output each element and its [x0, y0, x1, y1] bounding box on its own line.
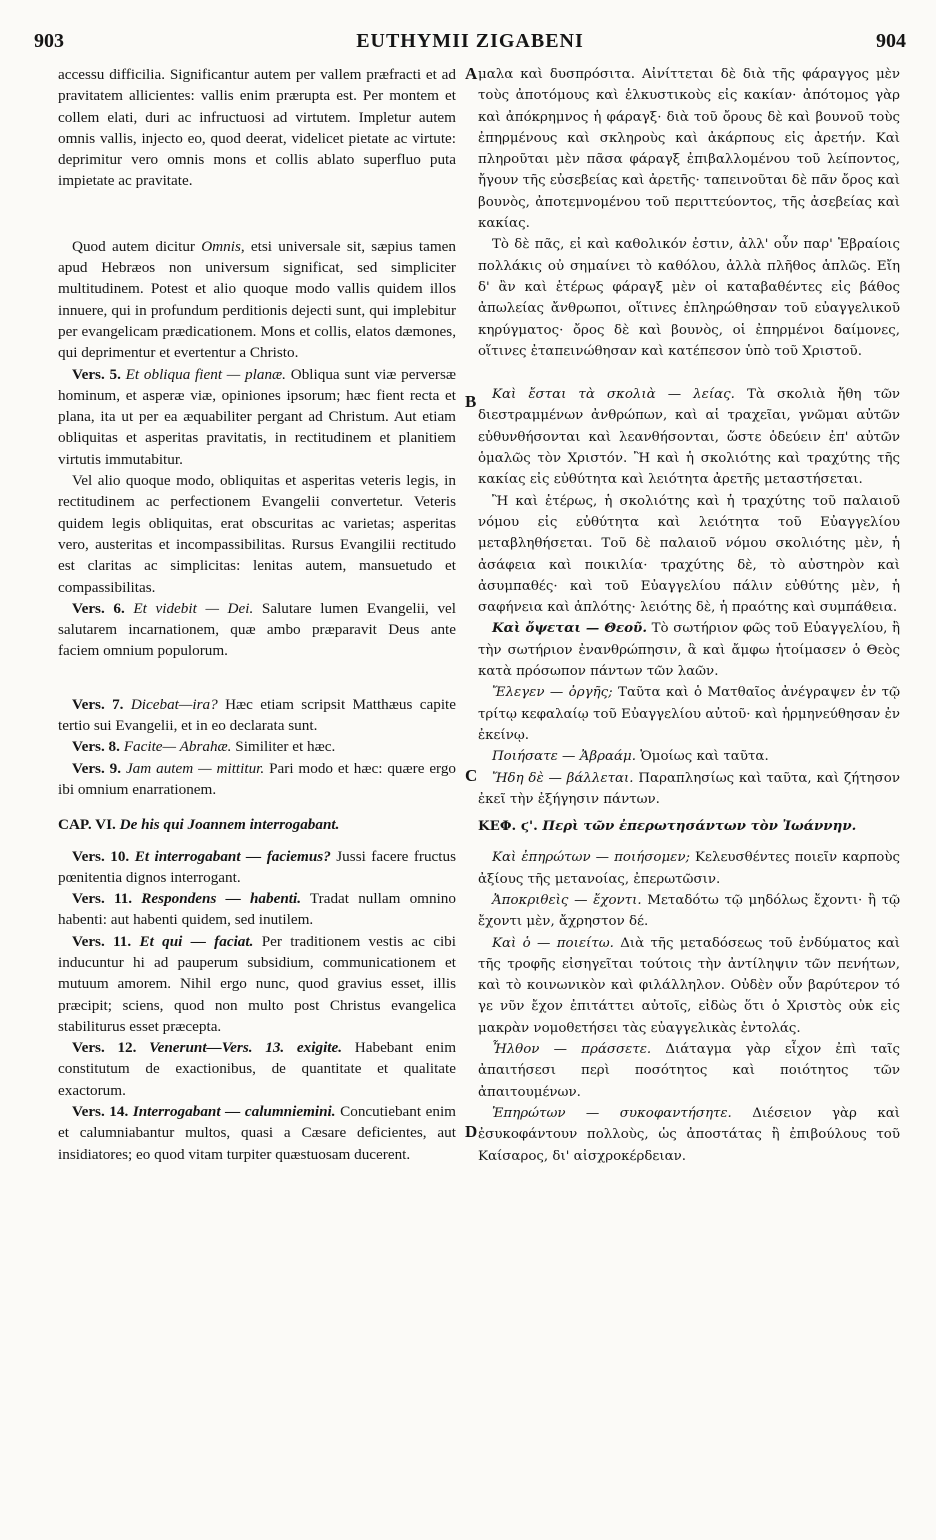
- margin-letter-a: A: [465, 64, 478, 83]
- greek-chapter-heading: ΚΕΦ. ϛ'. Περὶ τῶν ἐπερωτησάντων τὸν Ἰωάννην.: [478, 818, 857, 835]
- latin-column: [58, 64, 456, 1165]
- page-number-right: 904: [876, 30, 906, 52]
- greek-verse-10: Καὶ ἐπηρώτων — ποιήσομεν; Κελευσθέντες ποιεῖν καρποὺς ἀξίους τῆς μετανοίας, ἐπερωτῶσιν.: [478, 850, 900, 887]
- latin-paragraph: Vel alio quoque modo, obliquitas et asperitas veteris legis, in rectitudinem ac perfectionem Evangelii convertetur. Veteris quidem legis obliquitas, erat obscuritas ac varietas; asperitas vero, austeritas et incompassibilitas. Rursus Evangilii rectitudo est claritas ac simplicitas: lenitas autem, mansuetudo et compassibilitas.: [58, 472, 456, 596]
- latin-chapter-heading: CAP. VI. De his qui Joannem interrogabant.: [58, 816, 340, 834]
- margin-letter-b: B: [465, 392, 477, 411]
- greek-verse-8: Ποιήσατε — Ἀβραάμ. Ὁμοίως καὶ ταῦτα.: [492, 749, 769, 765]
- latin-verse-6: Vers. 6. Et videbit — Dei. Salutare lumen Evangelii, vel salutarem incarnationem, quæ ambo præparavit Deus ante faciem omnium populorum.: [58, 599, 456, 660]
- running-header: [34, 30, 906, 60]
- latin-paragraph: accessu difficilia. Significantur autem per vallem præfracti et ad pravitatem allicientes: vallis enim prærupta est. Per montem et collem elati, duri ac infructuosi ad virtutem. Impletur autem omnis vallis, injecto eo, quod deerat, videlicet pietate ac virtute: deprimitur vero omnis mons et collis ablato superfluo puta impietate ac pravitate.: [58, 66, 456, 190]
- latin-verse-7: Vers. 7. Dicebat—ira? Hæc etiam scripsit Matthæus capite tertio sui Evangelii, et in eo declarata sunt.: [58, 695, 456, 735]
- greek-verse-11a: Ἀποκριθεὶς — ἔχοντι. Μεταδότω τῷ μηδόλως ἔχοντι· ἢ τῷ ἔχοντι μὲν, ἄχρηστον δέ.: [478, 892, 901, 930]
- latin-verse-12: Vers. 12. Venerunt—Vers. 13. exigite. Habebant enim constitutum de exactionibus, de quantitate et qualitate exactorum.: [58, 1039, 457, 1099]
- greek-verse-14: Ἐπηρώτων — συκοφαντήσητε. Διέσειον γὰρ καὶ ἐσυκοφάντουν πολλοὺς, ὡς ἀποστάτας ἢ ἐπιβούλους τοῦ Καίσαρος, δι' αἰσχροκέρδειαν.: [478, 1105, 900, 1164]
- greek-verse-5: Καὶ ἔσται τὰ σκολιὰ — λείας. Τὰ σκολιὰ ἤθη τῶν διεστραμμένων ἀνθρώπων, καὶ αἱ τραχεῖαι, γνῶμαι αὐτῶν εὐθυνθήσονται καὶ λεανθήσονται, ὥστε ὁδεύειν ἐπ' αὐτῶν ὁμαλῶς τὸν Χριστόν. Ἢ καὶ ἡ σκολιότης καὶ τραχύτης τῆς κακίας εἰς εὐθύτητα καὶ λειότητα ἀρετῆς μεταστήσεται.: [478, 387, 900, 488]
- greek-column: [478, 64, 900, 1167]
- greek-verse-9: Ἤδη δὲ — βάλλεται. Παραπλησίως καὶ ταῦτα, καὶ ζήτησον ἐκεῖ τὴν ἐξήγησιν πάντων.: [478, 770, 901, 807]
- latin-verse-8: Vers. 8. Facite— Abrahæ. Similiter et hæc.: [72, 738, 336, 756]
- greek-paragraph: Τὸ δὲ πᾶς, εἰ καὶ καθολικόν ἐστιν, ἀλλ' οὖν παρ' Ἑβραίοις πολλάκις οὐ σημαίνει τὸ καθόλου, ἀλλὰ πλῆθος ἁπλῶς. Εἴη δ' ἂν καὶ ἑτέρως φάραγξ μὲν οἱ καταβαθέντες εἰς βάθος ἀπωλείας ἄνθρωποι, οἵτινες ἐπληρώθησαν τοῦ εὐαγγελικοῦ κηρύγματος· ὄρος δὲ καὶ βουνὸς, οἱ ἐπηρμένοι δαίμονες, οἵτινες ἐταπεινώθησαν καὶ κατέπεσον ὑπὸ τοῦ Χριστοῦ.: [478, 237, 900, 359]
- greek-verse-6: Καὶ ὄψεται — Θεοῦ. Τὸ σωτήριον φῶς τοῦ Εὐαγγελίου, ἢ τὴν σωτήριον ἐνανθρώπησιν, ἃ καὶ ἄμφω ἡτοίμασεν ὁ Θεὸς κατὰ πρόσωπον πάντων τῶν λαῶν.: [478, 620, 900, 680]
- greek-paragraph: μαλα καὶ δυσπρόσιτα. Αἰνίττεται δὲ διὰ τῆς φάραγγος μὲν τοὺς ἀποτόμους καὶ ἑλκυστικοὺς εἰς κακίαν· ἀπότομος γὰρ καὶ ἀπόκρημνος ἡ φάραγξ· διὰ τοῦ ὄρους δὲ καὶ βουνοῦ τοὺς ἐπηρμένους καὶ σκληροὺς καὶ ἀκάρπους εἰς ἀρετήν. Καὶ πληροῦται μὲν πᾶσα φάραγξ ἐπιβαλλομένου τοῦ λείποντος, ἤγουν τῆς εὐσεβείας καὶ ἀρετῆς· ταπεινοῦται δὲ πᾶν ὄρος καὶ βουνὸς, ἀποτεμνομένου τοῦ περιττεύοντος, τῆς ἀσεβείας καὶ κακίας.: [478, 67, 900, 232]
- greek-paragraph: Ἢ καὶ ἑτέρως, ἡ σκολιότης καὶ ἡ τραχύτης τοῦ παλαιοῦ νόμου εἰς εὐθύτητα καὶ λειότητα τοῦ Εὐαγγελίου μεταβληθήσεται. Τοῦ δὲ παλαιοῦ νόμου σκολιότης μὲν, ἡ ἀσάφεια καὶ ποικιλία· τραχύτης δὲ, τὸ αὐστηρὸν καὶ ἀσυμπαθές· καὶ τοῦ Εὐαγγελίου πάλιν εὐθύτης μὲν, ἡ σαφήνεια καὶ ἁπλότης· λειότης δὲ, ἡ πραότης καὶ συμπάθεια.: [478, 493, 900, 616]
- page-number-left: 903: [34, 30, 64, 52]
- latin-verse-11b: Vers. 11. Et qui — faciat. Per traditionem vestis ac cibi inducuntur hi ad pauperum subsidium, communicationem et mutuum amorem. Nihil ergo nunc, quod gravius esset, illis præcipit; sciens, quod non multo post Christus evangelica stabiliturus esset præcepta.: [58, 932, 456, 1035]
- latin-verse-14: Vers. 14. Interrogabant — calumniemini. Concutiebant enim et calumniabantur multos, quasi a Cæsare deficientes, aut insidiatores; eo quod vitam turpiter quæstuosam ducerent.: [58, 1103, 456, 1163]
- margin-letter-c: C: [465, 766, 478, 785]
- greek-verse-11b: Καὶ ὁ — ποιείτω. Διὰ τῆς μεταδόσεως τοῦ ἐνδύματος καὶ τῆς τροφῆς εἰσηγεῖται τούτοις τὴν ἀντίληψιν τῶν πενήτων, καὶ τὸ κοινωνικὸν καὶ φιλάλληλον. Οὐδὲν οὖν βαρύτερον τό γε νῦν ἔχον ἐπιτάττει αὐτοῖς, εἰδὼς ὅτι ὁ Χριστὸς οὐκ εἰς μακρὰν νομοθετήσει τὰς εὐαγγελικὰς ἐντολάς.: [478, 935, 900, 1036]
- latin-verse-5: Vers. 5. Et obliqua fient — planæ. Obliqua sunt viæ perversæ hominum, et asperæ viæ, opiniones ipsorum; hæc fient recta et plana, ita ut per ea æquabiliter pergant ad Christum. Aut etiam obliquitas et asperitas pravitatis, in rectitudinem et planitiem virtutis immutabitur.: [58, 365, 456, 468]
- latin-verse-11a: Vers. 11. Respondens — habenti. Tradat nullam omnino habenti: aut habenti quidem, sed inutilem.: [58, 890, 456, 929]
- running-title: EUTHYMII ZIGABENI: [356, 30, 584, 52]
- latin-paragraph: Quod autem dicitur Omnis, etsi universale sit, sæpius tamen apud Hebræos non universum significat, sed simpliciter multitudinem. Potest et alio quoque modo vallis quidem illos innuere, qui in profundum perditionis dejecti sunt, qui implebitur per evangelicam prædicationem. Mons et collis, elatos dæmones, qui deprimentur et evertentur a Christo.: [58, 237, 456, 362]
- margin-letter-d: D: [465, 1122, 478, 1141]
- latin-verse-10: Vers. 10. Et interrogabant — faciemus? Jussi facere fructus pœnitentia dignos interrogant.: [58, 847, 456, 886]
- greek-verse-7: Ἔλεγεν — ὀργῆς; Ταῦτα καὶ ὁ Ματθαῖος ἀνέγραψεν ἐν τῷ τρίτῳ κεφαλαίῳ τοῦ Εὐαγγελίου αὐτοῦ· καὶ ἡρμηνεύθησαν ἐν ἐκείνῳ.: [478, 685, 900, 743]
- latin-verse-9: Vers. 9. Jam autem — mittitur. Pari modo et hæc: quære ergo ibi omnium enarrationem.: [58, 759, 457, 798]
- greek-verse-12: Ἦλθον — πράσσετε. Διάταγμα γὰρ εἶχον ἐπὶ ταῖς ἀπαιτήσεσι περὶ ποσότητος καὶ ποιότητος τῶν ἀπαιτουμένων.: [478, 1042, 900, 1100]
